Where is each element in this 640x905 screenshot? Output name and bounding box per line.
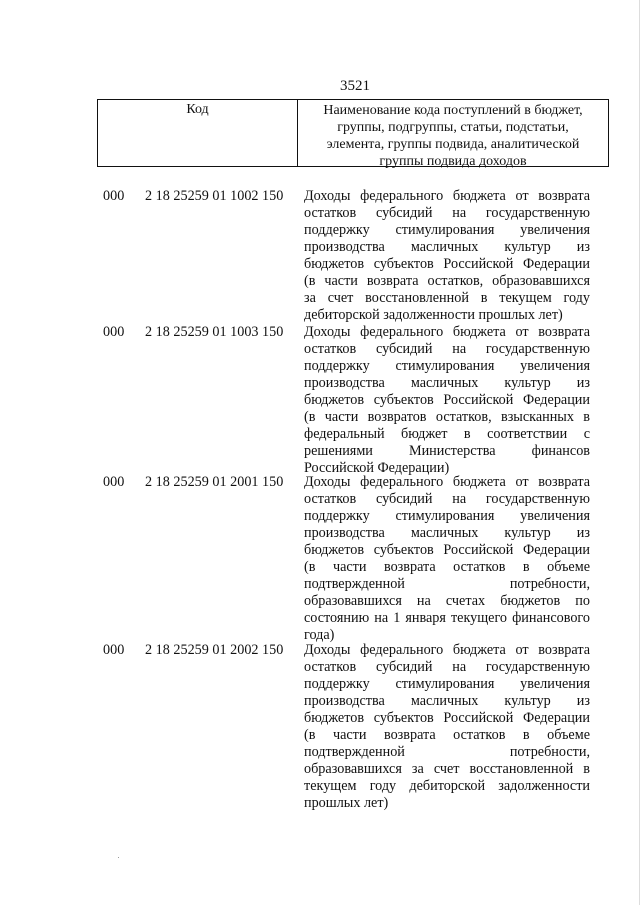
budget-classification-code: 2 18 25259 01 1003 150	[145, 324, 284, 340]
description-line: дебиторской задолженности прошлых лет)	[304, 307, 563, 323]
admin-code: 000	[103, 324, 125, 340]
description-line: Российской Федерации)	[304, 460, 450, 476]
description-line: бюджетов субъектов Российской Федерации	[304, 256, 590, 272]
description-line: (в части возврата остатков в объеме	[304, 559, 590, 575]
description-line: состоянию на 1 января текущего финансового	[304, 610, 590, 626]
description-line: текущем году дебиторской задолженности	[304, 778, 590, 794]
code-description	[304, 474, 590, 644]
budget-classification-code: 2 18 25259 01 2001 150	[145, 474, 284, 490]
description-line: поддержку стимулирования увеличения	[304, 676, 590, 692]
description-line: Доходы федерального бюджета от возврата	[304, 188, 590, 204]
description-line: остатков субсидий на государственную	[304, 491, 590, 507]
description-line: производства масличных культур из	[304, 525, 590, 541]
description-line: (в части возврата остатков, образовавшихся	[304, 273, 590, 289]
admin-code: 000	[103, 188, 125, 204]
description-line: остатков субсидий на государственную	[304, 205, 590, 221]
description-line: решениями Министерства финансов	[304, 443, 590, 459]
description-line: Доходы федерального бюджета от возврата	[304, 642, 590, 658]
description-line: производства масличных культур из	[304, 375, 590, 391]
header-name-line: группы подвида доходов	[379, 154, 527, 169]
header-code-cell: Код	[98, 100, 298, 166]
description-line: бюджетов субъектов Российской Федерации	[304, 392, 590, 408]
description-line: (в части возврата остатков в объеме	[304, 727, 590, 743]
description-line: Доходы федерального бюджета от возврата	[304, 324, 590, 340]
page-number: 3521	[340, 78, 370, 94]
description-line: производства масличных культур из	[304, 693, 590, 709]
description-line: федеральный бюджет в соответствии с	[304, 426, 590, 442]
description-line: Доходы федерального бюджета от возврата	[304, 474, 590, 490]
description-line: подтвержденной потребности,	[304, 744, 590, 760]
header-name-line: Наименование кода поступлений в бюджет,	[323, 103, 583, 118]
header-name-line: элемента, группы подвида, аналитической	[326, 137, 580, 152]
admin-code: 000	[103, 642, 125, 658]
description-line: бюджетов субъектов Российской Федерации	[304, 710, 590, 726]
description-line: поддержку стимулирования увеличения	[304, 358, 590, 374]
code-description	[304, 324, 590, 477]
header-name-line: группы, подгруппы, статьи, подстатьи,	[337, 120, 569, 135]
description-line: поддержку стимулирования увеличения	[304, 222, 590, 238]
description-line: остатков субсидий на государственную	[304, 659, 590, 675]
description-line: бюджетов субъектов Российской Федерации	[304, 542, 590, 558]
description-line: (в части возвратов остатков, взысканных в	[304, 409, 590, 425]
budget-classification-code: 2 18 25259 01 2002 150	[145, 642, 284, 658]
code-description	[304, 188, 590, 324]
budget-classification-code: 2 18 25259 01 1002 150	[145, 188, 284, 204]
admin-code: 000	[103, 474, 125, 490]
description-line: образовавшихся за счет восстановленной в	[304, 761, 590, 777]
description-line: за счет восстановленной в текущем году	[304, 290, 590, 306]
description-line: года)	[304, 627, 335, 643]
header-table	[97, 99, 609, 167]
description-line: подтвержденной потребности,	[304, 576, 590, 592]
description-line: поддержку стимулирования увеличения	[304, 508, 590, 524]
description-line: остатков субсидий на государственную	[304, 341, 590, 357]
description-line: образовавшихся на счетах бюджетов по	[304, 593, 590, 609]
description-line: производства масличных культур из	[304, 239, 590, 255]
header-name-cell	[298, 100, 608, 169]
description-line: прошлых лет)	[304, 795, 389, 811]
code-description	[304, 642, 590, 812]
scan-artifact	[118, 857, 119, 858]
